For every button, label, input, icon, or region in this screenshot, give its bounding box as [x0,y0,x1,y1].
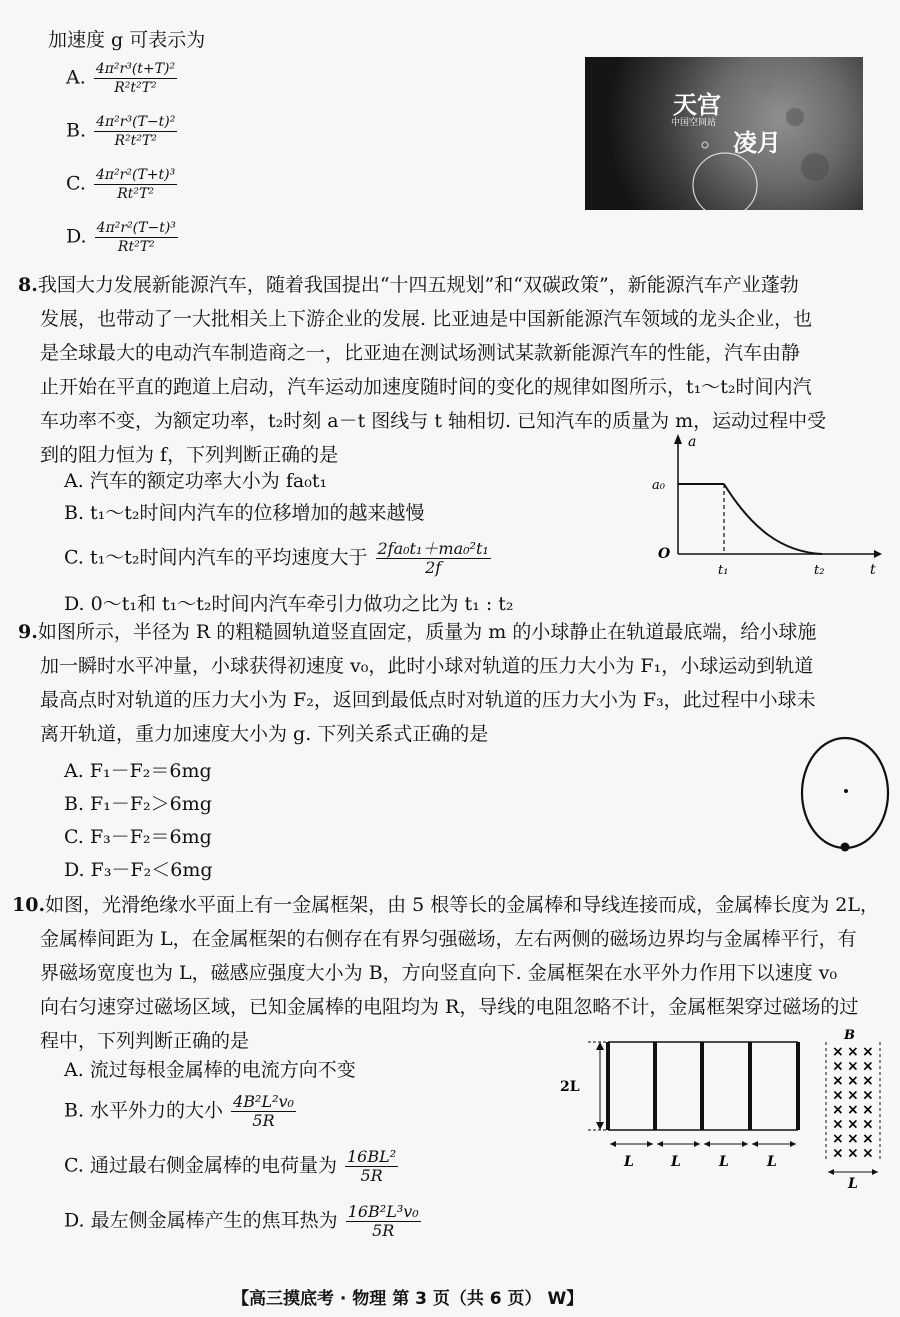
moon-craters [585,57,863,210]
acceleration-time-graph [652,434,882,580]
q10-line-4: 向右匀速穿过磁场区域，已知金属棒的电阻均为 R，导线的电阻忽略不计，金属框架穿过磁场的过 [40,996,859,1018]
q8-option-b: B. t₁～t₂时间内汽车的位移增加的越来越慢 [64,502,425,524]
a-label: a [688,434,697,450]
q9-line-3: 最高点时对轨道的压力大小为 F₂，返回到最低点时对轨道的压力大小为 F₃，此过程中小球未 [40,689,816,711]
field-cross: × [847,1044,859,1060]
q10-line-2: 金属棒间距为 L，在金属框架的右侧存在有界匀强磁场，左右两侧的磁场边界均与金属棒平行，有 [40,928,857,950]
q7-stem-tail: 加速度 g 可表示为 [48,29,206,51]
numerator: 16B²L³v₀ [347,1202,419,1221]
formula [94,166,177,203]
page-footer: 【高三摸底考 · 物理 第 3 页（共 6 页） W】 [232,1289,584,1309]
q8-line-2: 发展，也带动了一大批相关上下游企业的发展. 比亚迪是中国新能源汽车领域的龙头企业，也 [40,308,813,330]
spacing-label: L [767,1154,777,1170]
question-number: 9. [18,621,38,643]
denominator: 5R [252,1111,275,1130]
field-cross: × [847,1116,859,1133]
field-cross: × [847,1073,859,1089]
denominator: 5R [372,1221,395,1240]
q7-option-b [66,113,179,150]
option-label: B. [66,119,87,142]
formula [345,1148,398,1185]
field-cross: × [832,1044,844,1060]
tiangong-subtitle: 中国空间站 [671,118,717,128]
numerator: 16BL² [347,1147,397,1166]
dimension-arrow [596,1122,604,1130]
field-cross: × [862,1102,874,1118]
question-number: 10. [12,894,46,916]
q10-option-c [64,1148,400,1185]
formula [376,540,491,577]
numerator: 4B²L²v₀ [233,1092,294,1111]
field-label: B [844,1028,855,1043]
field-width-label: L [848,1176,858,1188]
option-label: C. [66,172,86,195]
t-label: t [870,562,876,578]
dimension-arrow [596,1042,604,1050]
circular-track [802,738,888,848]
q8-text: 我国大力发展新能源汽车，随着我国提出“十四五规划”和“双碳政策”，新能源汽车产业蓬勃 [37,274,799,296]
field-cross: × [862,1131,874,1147]
q8-option-d: D. 0～t₁和 t₁～t₂时间内汽车牵引力做功之比为 t₁ : t₂ [64,593,514,615]
spacing-label: L [671,1154,681,1170]
q7-option-d [66,219,180,256]
denominator: 2f [425,558,442,577]
q8-line-6: 到的阻力恒为 f，下列判断正确的是 [40,444,339,466]
field-cross: × [832,1116,844,1133]
field-cross: × [832,1145,844,1162]
field-cross: × [862,1116,874,1133]
q9-line-4: 离开轨道，重力加速度大小为 g. 下列关系式正确的是 [40,723,489,745]
q10-line-1 [12,888,879,922]
numerator: 4π²r²(T+t)³ [95,167,176,183]
dimension-arrow [828,1169,834,1175]
height-label: 2L [560,1079,580,1095]
a-axis-arrow [674,434,682,444]
field-cross: × [862,1073,874,1089]
q10-option-b [64,1093,298,1130]
q9-option-a: A. F₁－F₂＝6mg [64,760,212,782]
ball [841,843,850,852]
field-cross: × [847,1087,859,1104]
formula [94,60,177,97]
q10-line-3: 界磁场宽度也为 L，磁感应强度大小为 B，方向竖直向下. 金属框架在水平外力作用下以速度 v₀ [40,962,838,984]
field-cross: × [832,1087,844,1104]
spacing-label: L [719,1154,729,1170]
denominator: 5R [360,1166,383,1185]
q8-line-5: 车功率不变，为额定功率，t₂时刻 a－t 图线与 t 轴相切. 已知汽车的质量为 m，运动过程中受 [40,410,827,432]
spacing-label: L [624,1154,634,1170]
q10-text: 如图，光滑绝缘水平面上有一金属框架，由 5 根等长的金属棒和导线连接而成，金属棒长度为 2L， [45,894,879,916]
option-text: C. t₁～t₂时间内汽车的平均速度大于 [64,546,368,569]
transit-label: 凌月 [733,129,781,157]
field-cross: × [847,1145,859,1162]
q8-option-c [64,540,493,577]
denominator: Rt²T² [117,239,155,255]
option-label: A. [66,66,86,89]
q9-option-d: D. F₃－F₂＜6mg [64,859,213,881]
question-number: 8. [18,274,38,296]
formula [231,1093,296,1130]
numerator: 4π²r³(t+T)² [95,61,176,77]
formula [346,1203,421,1240]
field-cross: × [832,1058,844,1075]
tiangong-title: 天宫 [673,91,721,119]
q7-option-a [66,60,179,97]
center-dot [844,789,848,793]
q9-line-1 [18,615,816,649]
q9-line-2: 加一瞬时水平冲量，小球获得初速度 v₀，此时小球对轨道的压力大小为 F₁，小球运动到轨道 [40,655,814,677]
question-9 [18,615,816,751]
q9-option-c: C. F₃－F₂＝6mg [64,826,212,848]
field-cross: × [847,1102,859,1118]
dimension-arrow [872,1169,878,1175]
origin-label: O [658,546,671,562]
q9-text: 如图所示，半径为 R 的粗糙圆轨道竖直固定，质量为 m 的小球静止在轨道最底端，给小球施 [37,621,817,643]
field-cross: × [862,1087,874,1104]
tiangong-moon-photo [585,57,863,210]
field-cross: × [832,1073,844,1089]
q8-line-3: 是全球最大的电动汽车制造商之一，比亚迪在测试场测试某款新能源汽车的性能，汽车由静 [40,342,801,364]
denominator: R²t²T² [114,133,157,149]
q10-option-a: A. 流过每根金属棒的电流方向不变 [64,1059,356,1081]
q7-option-c [66,166,179,203]
a0-label: a₀ [652,478,665,493]
q10-option-d [64,1203,423,1240]
circular-track-figure [798,736,896,856]
q9-option-b: B. F₁－F₂＞6mg [64,793,212,815]
numerator: 4π²r²(T−t)³ [96,220,176,236]
field-cross: × [862,1044,874,1060]
field-cross: × [847,1058,859,1075]
numerator: 2fa₀t₁＋ma₀²t₁ [377,539,489,558]
q8-option-a: A. 汽车的额定功率大小为 fa₀t₁ [64,470,328,492]
field-cross: × [832,1131,844,1147]
formula [94,113,177,150]
q8-line-4: 止开始在平直的跑道上启动，汽车运动加速度随时间的变化的规律如图所示，t₁～t₂时间内汽 [40,376,812,398]
metal-frame-figure [552,1028,892,1188]
denominator: R²t²T² [114,80,157,96]
option-text: B. 水平外力的大小 [64,1099,224,1122]
numerator: 4π²r³(T−t)² [96,114,176,130]
option-label: D. [66,225,87,248]
decay-curve [724,484,822,554]
option-text: C. 通过最右侧金属棒的电荷量为 [64,1154,337,1177]
field-cross: × [862,1058,874,1075]
q8-line-1 [18,268,826,302]
magnetic-field-crosses [832,1044,874,1162]
field-cross: × [832,1102,844,1118]
t-axis-arrow [874,550,882,558]
t1-label: t₁ [718,563,729,578]
formula [95,219,178,256]
denominator: Rt²T² [117,186,154,202]
q10-line-5: 程中，下列判断正确的是 [40,1030,250,1052]
t2-label: t₂ [814,563,825,578]
field-cross: × [847,1131,859,1147]
option-text: D. 最左侧金属棒产生的焦耳热为 [64,1209,338,1232]
field-cross: × [862,1145,874,1162]
